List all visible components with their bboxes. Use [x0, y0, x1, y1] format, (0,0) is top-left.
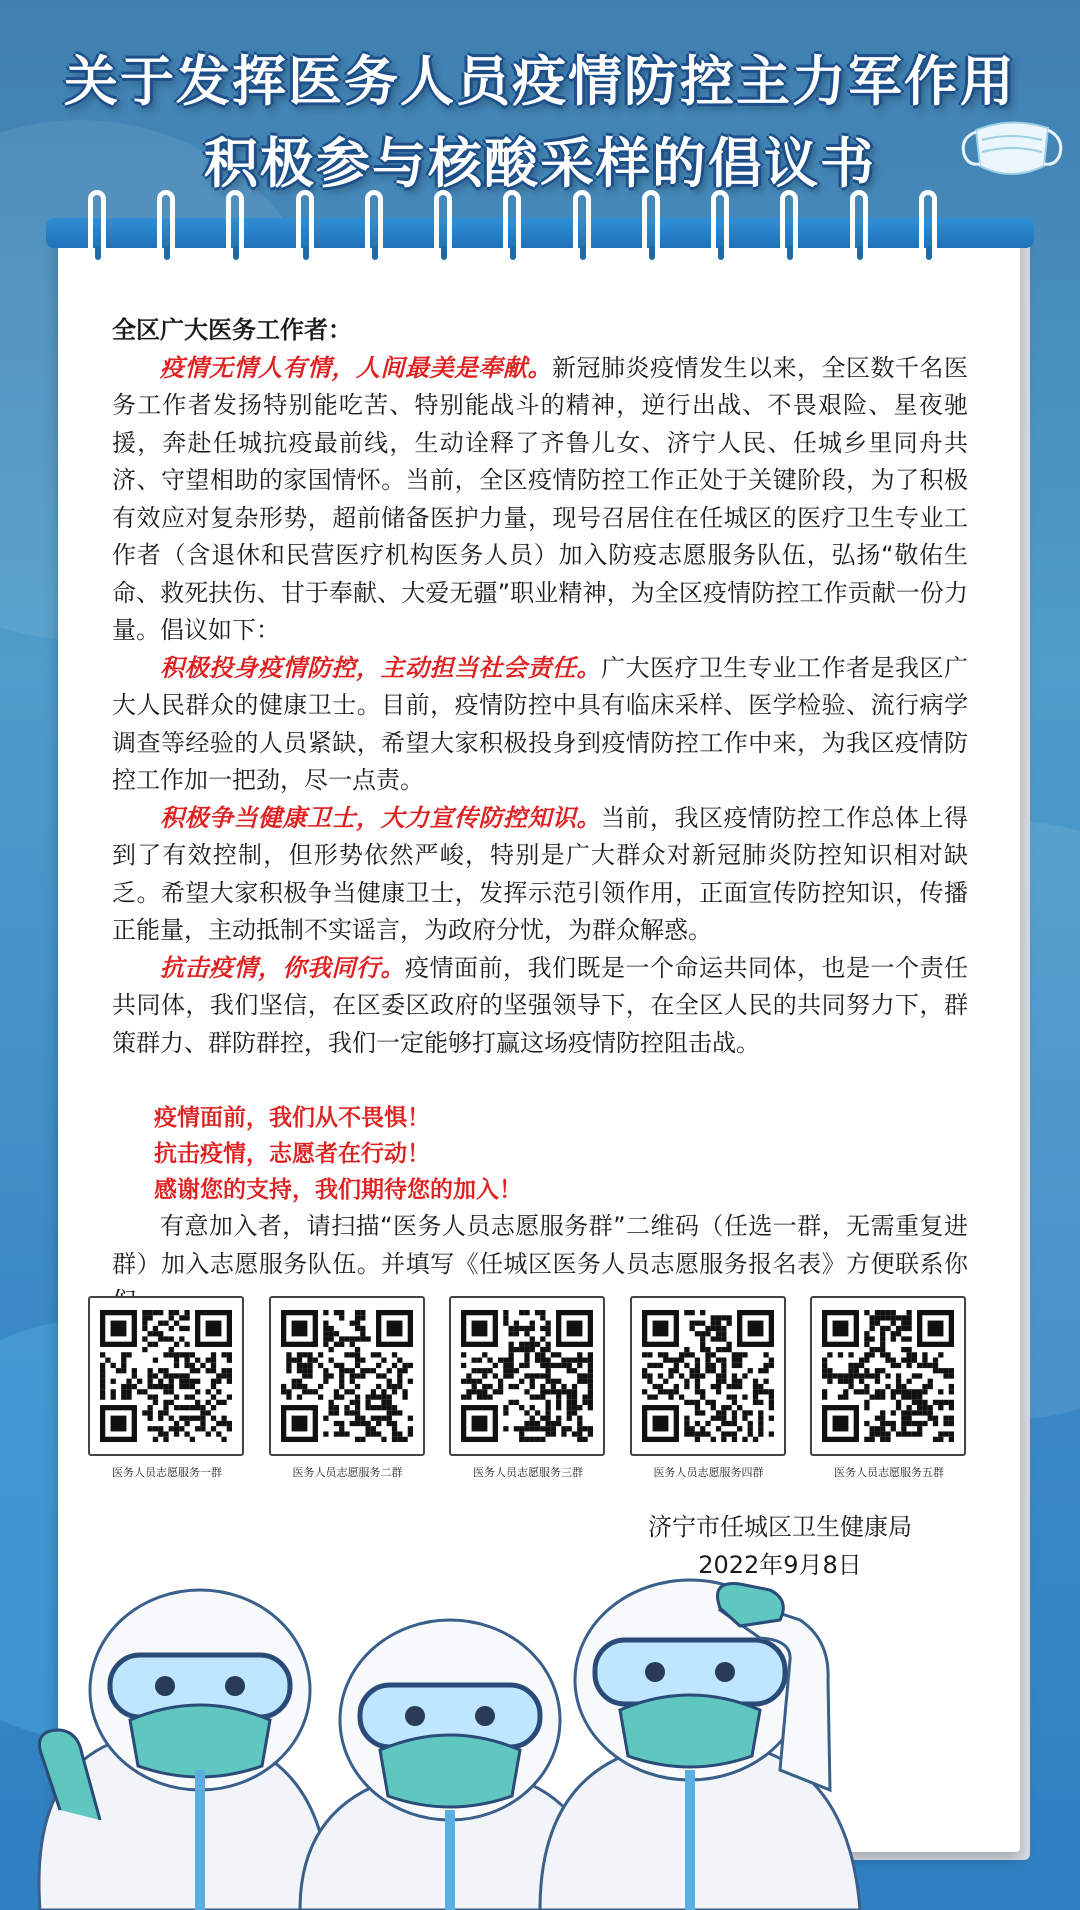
binder-ring — [919, 190, 937, 250]
binder-ring — [88, 190, 106, 250]
qr-code-row — [88, 1296, 968, 1479]
qr-item-2[interactable] — [269, 1296, 427, 1479]
qr-caption: 医务人员志愿服务五群 — [834, 1466, 944, 1479]
binder-ring — [780, 190, 798, 250]
paragraph-1-text: 新冠肺炎疫情发生以来，全区数千名医务工作者发扬特别能吃苦、特别能战斗的精神，逆行出战、不畏艰险、星夜驰援，奔赴任城抗疫最前线，生动诠释了齐鲁儿女、济宁人民、任城乡里同舟共济、守望相助的家国情怀。当前，全区疫情防控工作正处于关键阶段，为了积极有效应对复杂形势，超前储备医护力量，现号召居住在任城区的医疗卫生专业工作者（含退休和民营医疗机构医务人员）加入防疫志愿服务队伍，弘扬“敬佑生命、救死扶伤、甘于奉献、大爱无疆”职业精神，为全区疫情防控工作贡献一份力量。倡议如下： — [112, 353, 968, 644]
qr-code-icon[interactable] — [630, 1296, 786, 1456]
binder-ring — [642, 190, 660, 250]
slogan-1: 疫情面前，我们从不畏惧！ — [154, 1105, 430, 1131]
binder-ring — [296, 190, 314, 250]
binder-rings — [80, 190, 980, 260]
paragraph-2 — [112, 650, 968, 800]
qr-item-5[interactable] — [810, 1296, 968, 1479]
binder-ring — [365, 190, 383, 250]
page-title — [0, 40, 1080, 204]
qr-code-icon[interactable] — [88, 1296, 244, 1456]
slogan-2: 抗击疫情，志愿者在行动！ — [154, 1141, 430, 1167]
qr-caption: 医务人员志愿服务二群 — [292, 1466, 403, 1479]
letter-content — [112, 312, 968, 1321]
paragraph-3-lead: 积极争当健康卫士，大力宣传防控知识。 — [160, 803, 601, 832]
binder-ring — [434, 190, 452, 250]
letter-greeting: 全区广大医务工作者： — [112, 316, 352, 344]
qr-caption: 医务人员志愿服务一群 — [112, 1466, 222, 1479]
paragraph-1 — [112, 350, 968, 650]
binder-ring — [573, 190, 591, 250]
binder-ring — [157, 190, 175, 250]
qr-item-1[interactable] — [88, 1296, 246, 1479]
paragraph-2-lead: 积极投身疫情防控，主动担当社会责任。 — [160, 653, 601, 682]
medical-worker-right — [540, 1580, 860, 1910]
paragraph-1-lead: 疫情无情人有情，人间最美是奉献。 — [160, 353, 552, 382]
medical-worker-left — [39, 1590, 330, 1910]
qr-code-icon[interactable] — [449, 1296, 605, 1456]
title-line-2: 积极参与核酸采样的倡议书 — [204, 131, 876, 195]
qr-item-3[interactable] — [449, 1296, 607, 1479]
qr-caption: 医务人员志愿服务四群 — [653, 1466, 764, 1479]
join-instructions: 有意加入者，请扫描“医务人员志愿服务群”二维码（任选一群，无需重复进群）加入志愿服务队伍。并填写《任城区医务人员志愿服务报名表》方便联系你 — [112, 1212, 968, 1278]
binder-ring — [226, 190, 244, 250]
paragraph-4 — [112, 950, 968, 1063]
paragraph-3 — [112, 800, 968, 950]
paragraph-4-text: 疫情面前，我们既是一个命运共同体，也是一个责任共同体，我们坚信，在区委区政府的坚强领导下，在全区人民的共同努力下，群策群力、群防群控，我们一定能够打赢这场疫情防控阻击战。 — [112, 953, 968, 1057]
signature-org: 济宁市任城区卫生健康局 — [648, 1513, 912, 1541]
slogan-3: 感谢您的支持，我们期待您的加入！ — [154, 1177, 522, 1203]
qr-item-4[interactable] — [630, 1296, 788, 1479]
title-line-1: 关于发挥医务人员疫情防控主力军作用 — [64, 49, 1016, 113]
binder-ring — [711, 190, 729, 250]
qr-code-icon[interactable] — [810, 1296, 966, 1456]
paragraph-3-text: 当前，我区疫情防控工作总体上得到了有效控制，但形势依然严峻，特别是广大群众对新冠肺炎防控知识相对缺乏。希望大家积极争当健康卫士，发挥示范引领作用，正面宣传防控知识，传播正能量，主动抵制不实谣言，为政府分忧，为群众解惑。 — [112, 803, 968, 944]
medical-workers-illustration — [0, 1570, 1080, 1910]
binder-ring — [850, 190, 868, 250]
slogan-list — [112, 1100, 968, 1208]
face-mask-icon — [956, 108, 1066, 188]
qr-code-icon[interactable] — [269, 1296, 425, 1456]
paragraph-4-lead: 抗击疫情，你我同行。 — [160, 953, 405, 982]
qr-caption: 医务人员志愿服务三群 — [473, 1466, 583, 1479]
binder-ring — [503, 190, 521, 250]
signature-date: 2022年9月8日 — [698, 1551, 862, 1579]
paragraph-2-text: 广大医疗卫生专业工作者是我区广大人民群众的健康卫士。目前，疫情防控中具有临床采样、医学检验、流行病学调查等经验的人员紧缺，希望大家积极投身到疫情防控工作中来，为我区疫情防控工作加一把劲，尽一点责。 — [112, 653, 968, 794]
